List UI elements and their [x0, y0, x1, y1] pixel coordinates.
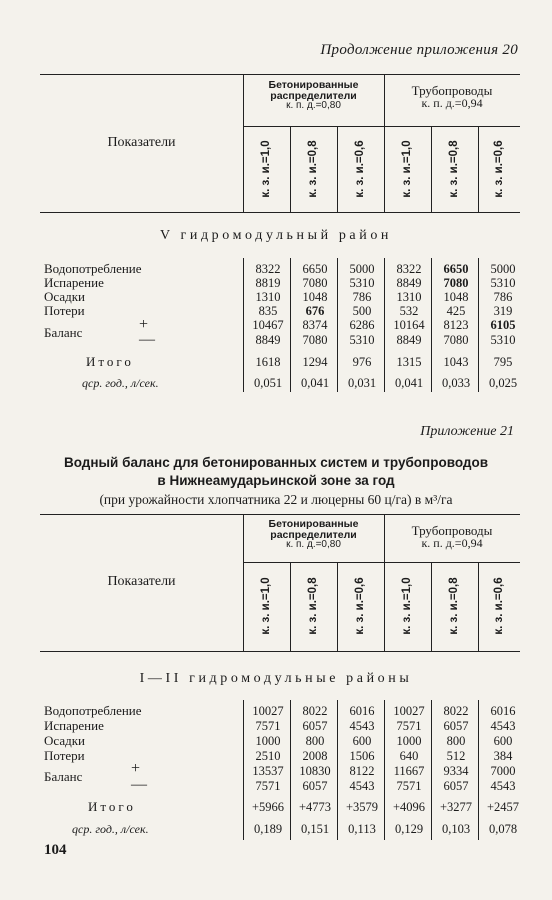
row-label: Испарение: [44, 718, 104, 733]
table-cell: 319: [493, 304, 513, 318]
table-cell: 7000: [490, 764, 516, 778]
coeff-header: к. з. и.=1,0: [260, 577, 272, 635]
table-cell: 6057: [443, 779, 469, 793]
table-cell: 5310: [490, 333, 516, 347]
table-cell: 8849: [396, 333, 422, 347]
table-cell: 9334: [443, 764, 469, 778]
table-cell: 8123: [443, 318, 469, 332]
row-label: Баланс: [44, 769, 83, 784]
table-cell: 8122: [349, 764, 375, 778]
table-cell: 795: [493, 355, 513, 369]
table-cell: 600: [352, 734, 372, 748]
table-cell: 384: [493, 749, 513, 763]
table-cell: 7080: [302, 333, 328, 347]
header-label: Показатели: [107, 135, 176, 150]
group-concrete-header: [243, 80, 384, 112]
table-cell: 425: [446, 304, 466, 318]
coeff-header: к. з. и.=1,0: [401, 577, 413, 635]
table-cell: 4543: [349, 719, 375, 733]
coeff-header: к. з. и.=0,8: [448, 577, 460, 635]
header-label: Показатели: [107, 574, 176, 589]
balance-plus: +: [131, 760, 141, 777]
table-cell: 7080: [302, 276, 328, 290]
table-cell: 7571: [396, 719, 422, 733]
table-cell: 11667: [393, 764, 425, 778]
table-cell: 1315: [396, 355, 422, 369]
table-cell: 0,041: [300, 376, 330, 390]
group-kpd: к. п. д.=0,94: [421, 536, 483, 551]
table-cell: 2008: [302, 749, 328, 763]
coeff-header: к. з. и.=0,8: [307, 577, 319, 635]
table-cell: 6057: [443, 719, 469, 733]
group-name: Трубопроводы: [411, 83, 493, 98]
row-label: Итого: [88, 799, 136, 814]
row-label: Потери: [44, 748, 85, 763]
table-cell: 1000: [396, 734, 422, 748]
group-kpd: к. п. д.=0,80: [286, 100, 341, 112]
table-cell: 0,041: [394, 376, 424, 390]
table-cell: 4543: [490, 719, 516, 733]
table-cell: 500: [352, 304, 372, 318]
table-cell: 512: [446, 749, 466, 763]
table-cell: 0,033: [441, 376, 471, 390]
table-cell: 676: [305, 304, 325, 318]
table-cell: 5310: [349, 333, 375, 347]
group-name: Бетонированные распределители: [268, 79, 359, 102]
table-cell: 5310: [349, 276, 375, 290]
table-cell: 7571: [396, 779, 422, 793]
table-cell: +4096: [392, 800, 426, 814]
table-cell: +2457: [486, 800, 520, 814]
table-cell: 640: [399, 749, 419, 763]
table-cell: 0,078: [488, 822, 518, 836]
row-label: Осадки: [44, 289, 85, 304]
table-cell: 10027: [252, 704, 284, 718]
table-cell: 786: [493, 290, 513, 304]
coeff-header: к. з. и.=0,8: [448, 140, 460, 198]
table-cell: 6016: [490, 704, 516, 718]
table-cell: 0,151: [300, 822, 330, 836]
row-label: Осадки: [44, 733, 85, 748]
table-cell: 10830: [299, 764, 331, 778]
table-cell: +5966: [251, 800, 285, 814]
table-cell: +3579: [345, 800, 379, 814]
page-number: 104: [44, 842, 67, 858]
table-cell: +3277: [439, 800, 473, 814]
table-cell: 0,031: [347, 376, 377, 390]
group-kpd: к. п. д.=0,94: [421, 96, 483, 111]
table-cell: 0,025: [488, 376, 518, 390]
table-cell: 0,103: [441, 822, 471, 836]
coeff-header: к. з. и.=0,6: [354, 577, 366, 635]
row-label: Испарение: [44, 275, 104, 290]
table-cell: 5310: [490, 276, 516, 290]
group-name: Трубопроводы: [411, 523, 493, 538]
table-cell: 7571: [255, 719, 281, 733]
document-title-line2: в Нижнеамударьинской зоне за год: [157, 473, 395, 488]
table-cell: 835: [258, 304, 278, 318]
row-label: Итого: [86, 354, 134, 369]
table-cell: 8849: [255, 333, 281, 347]
row-label: qср. год., л/сек.: [82, 376, 159, 390]
coeff-header: к. з. и.=1,0: [401, 140, 413, 198]
table-cell: 1310: [255, 290, 281, 304]
table-cell: 800: [305, 734, 325, 748]
table-cell: 0,129: [394, 822, 424, 836]
table-cell: 6105: [490, 318, 516, 332]
table-cell: 8374: [302, 318, 328, 332]
table-cell: 1506: [349, 749, 375, 763]
table-cell: 7080: [443, 333, 469, 347]
continuation-title: Продолжение приложения 20: [320, 42, 518, 58]
table-cell: 600: [493, 734, 513, 748]
group-name: Бетонированные распределители: [268, 518, 359, 541]
table-cell: 8849: [396, 276, 422, 290]
table-cell: 800: [446, 734, 466, 748]
table-cell: 6650: [443, 262, 469, 276]
table-cell: 8322: [396, 262, 422, 276]
zone-title: V гидромодульный район: [159, 228, 393, 243]
table-cell: 786: [352, 290, 372, 304]
table-cell: 4543: [349, 779, 375, 793]
table-cell: 6016: [349, 704, 375, 718]
table-cell: 1043: [443, 355, 469, 369]
zone-title: I—II гидромодульные районы: [139, 671, 413, 686]
coeff-header: к. з. и.=1,0: [260, 140, 272, 198]
group-pipes-header: [384, 524, 520, 549]
table-cell: 6650: [302, 262, 328, 276]
table-cell: 1618: [255, 355, 281, 369]
document-title: Водный баланс для бетонированных систем и трубопроводов: [63, 455, 489, 470]
table-cell: 5000: [349, 262, 375, 276]
balance-minus: —: [131, 776, 147, 793]
table-cell: 1000: [255, 734, 281, 748]
table-cell: 2510: [255, 749, 281, 763]
coeff-header: к. з. и.=0,6: [354, 140, 366, 198]
table-cell: 1048: [443, 290, 469, 304]
table-cell: 1310: [396, 290, 422, 304]
table-cell: 7080: [443, 276, 469, 290]
coeff-header: к. з. и.=0,6: [493, 140, 505, 198]
appendix-title: Приложение 21: [420, 424, 514, 439]
group-concrete-header: [243, 519, 384, 551]
table-cell: 8322: [255, 262, 281, 276]
row-label: Потери: [44, 303, 85, 318]
table-cell: 1048: [302, 290, 328, 304]
group-kpd: к. п. д.=0,80: [286, 539, 341, 551]
row-label: Водопотребление: [44, 261, 142, 276]
coeff-header: к. з. и.=0,6: [493, 577, 505, 635]
table-cell: 0,051: [253, 376, 283, 390]
table-cell: 7571: [255, 779, 281, 793]
table-cell: 4543: [490, 779, 516, 793]
table-cell: 10467: [252, 318, 284, 332]
table-cell: 10164: [393, 318, 425, 332]
table-cell: 6057: [302, 779, 328, 793]
row-label: Баланс: [44, 325, 83, 340]
table-cell: +4773: [298, 800, 332, 814]
table-cell: 8022: [302, 704, 328, 718]
table-cell: 10027: [393, 704, 425, 718]
table-cell: 6057: [302, 719, 328, 733]
table-cell: 0,113: [348, 822, 376, 836]
table-cell: 1294: [302, 355, 328, 369]
table-cell: 13537: [252, 764, 284, 778]
coeff-header: к. з. и.=0,8: [307, 140, 319, 198]
document-subtitle: (при урожайности хлопчатника 22 и люцерны 60 ц/га) в м³/га: [99, 492, 453, 507]
table-cell: 532: [399, 304, 419, 318]
table-cell: 5000: [490, 262, 516, 276]
table-cell: 8819: [255, 276, 281, 290]
table-cell: 8022: [443, 704, 469, 718]
balance-minus: —: [139, 331, 155, 348]
table-cell: 976: [352, 355, 372, 369]
row-label: qср. год., л/сек.: [72, 822, 149, 836]
table-cell: 0,189: [253, 822, 283, 836]
row-label: Водопотребление: [44, 703, 142, 718]
table-cell: 6286: [349, 318, 375, 332]
balance-plus: +: [139, 316, 149, 333]
group-pipes-header: [384, 84, 520, 109]
